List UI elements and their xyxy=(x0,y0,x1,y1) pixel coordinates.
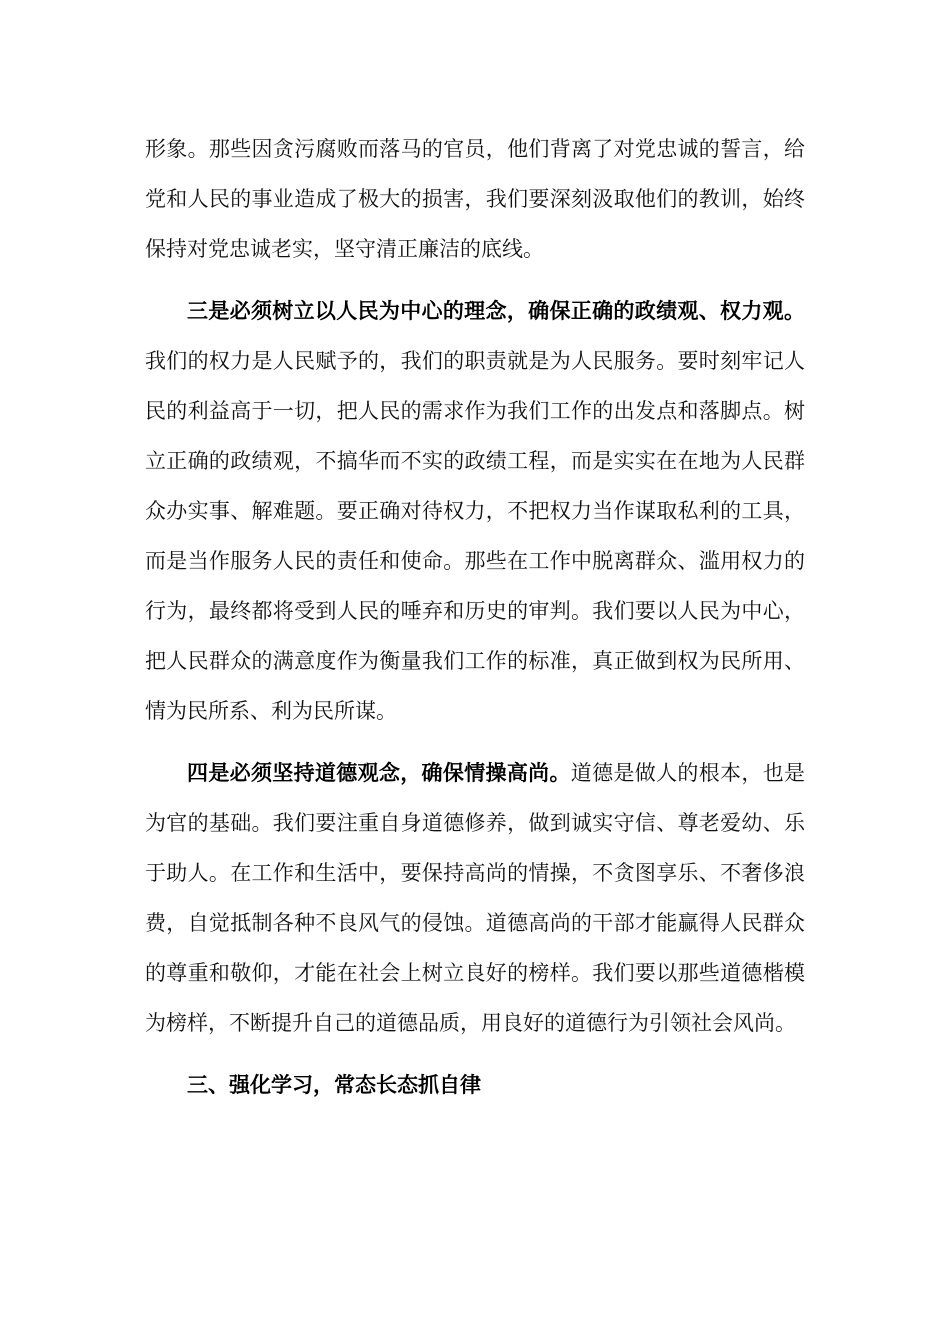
paragraph-lead: 四是必须坚持道德观念，确保情操高尚。 xyxy=(187,761,571,785)
paragraph-continuation xyxy=(145,124,805,274)
paragraph-lead: 三是必须树立以人民为中心的理念，确保正确的政绩观、权力观。 xyxy=(187,299,805,323)
section-heading: 三、强化学习，常态长态抓自律 xyxy=(187,1073,481,1097)
paragraph-morality xyxy=(145,748,805,1048)
document-body xyxy=(145,124,805,1122)
paragraph-text: 形象。那些因贪污腐败而落马的官员，他们背离了对党忠诚的誓言，给党和人民的事业造成了极大的损害，我们要深刻汲取他们的教训，始终保持对党忠诚老实，坚守清正廉洁的底线。 xyxy=(145,137,805,261)
paragraph-text: 道德是做人的根本，也是为官的基础。我们要注重自身道德修养，做到诚实守信、尊老爱幼、乐于助人。在工作和生活中，要保持高尚的情操，不贪图享乐、不奢侈浪费，自觉抵制各种不良风气的侵蚀。道德高尚的干部才能赢得人民群众的尊重和敬仰，才能在社会上树立良好的榜样。我们要以那些道德楷模为榜样，不断提升自己的道德品质，用良好的道德行为引领社会风尚。 xyxy=(145,761,806,1035)
paragraph-text: 我们的权力是人民赋予的，我们的职责就是为人民服务。要时刻牢记人民的利益高于一切，把人民的需求作为我们工作的出发点和落脚点。树立正确的政绩观，不搞华而不实的政绩工程，而是实实在在地为人民群众办实事、解难题。要正确对待权力，不把权力当作谋取私利的工具，而是当作服务人民的责任和使命。那些在工作中脱离群众、滥用权力的行为，最终都将受到人民的唾弃和历史的审判。我们要以人民为中心，把人民群众的满意度作为衡量我们工作的标准，真正做到权为民所用、情为民所系、利为民所谋。 xyxy=(145,349,805,723)
paragraph-people-centered xyxy=(145,286,805,736)
